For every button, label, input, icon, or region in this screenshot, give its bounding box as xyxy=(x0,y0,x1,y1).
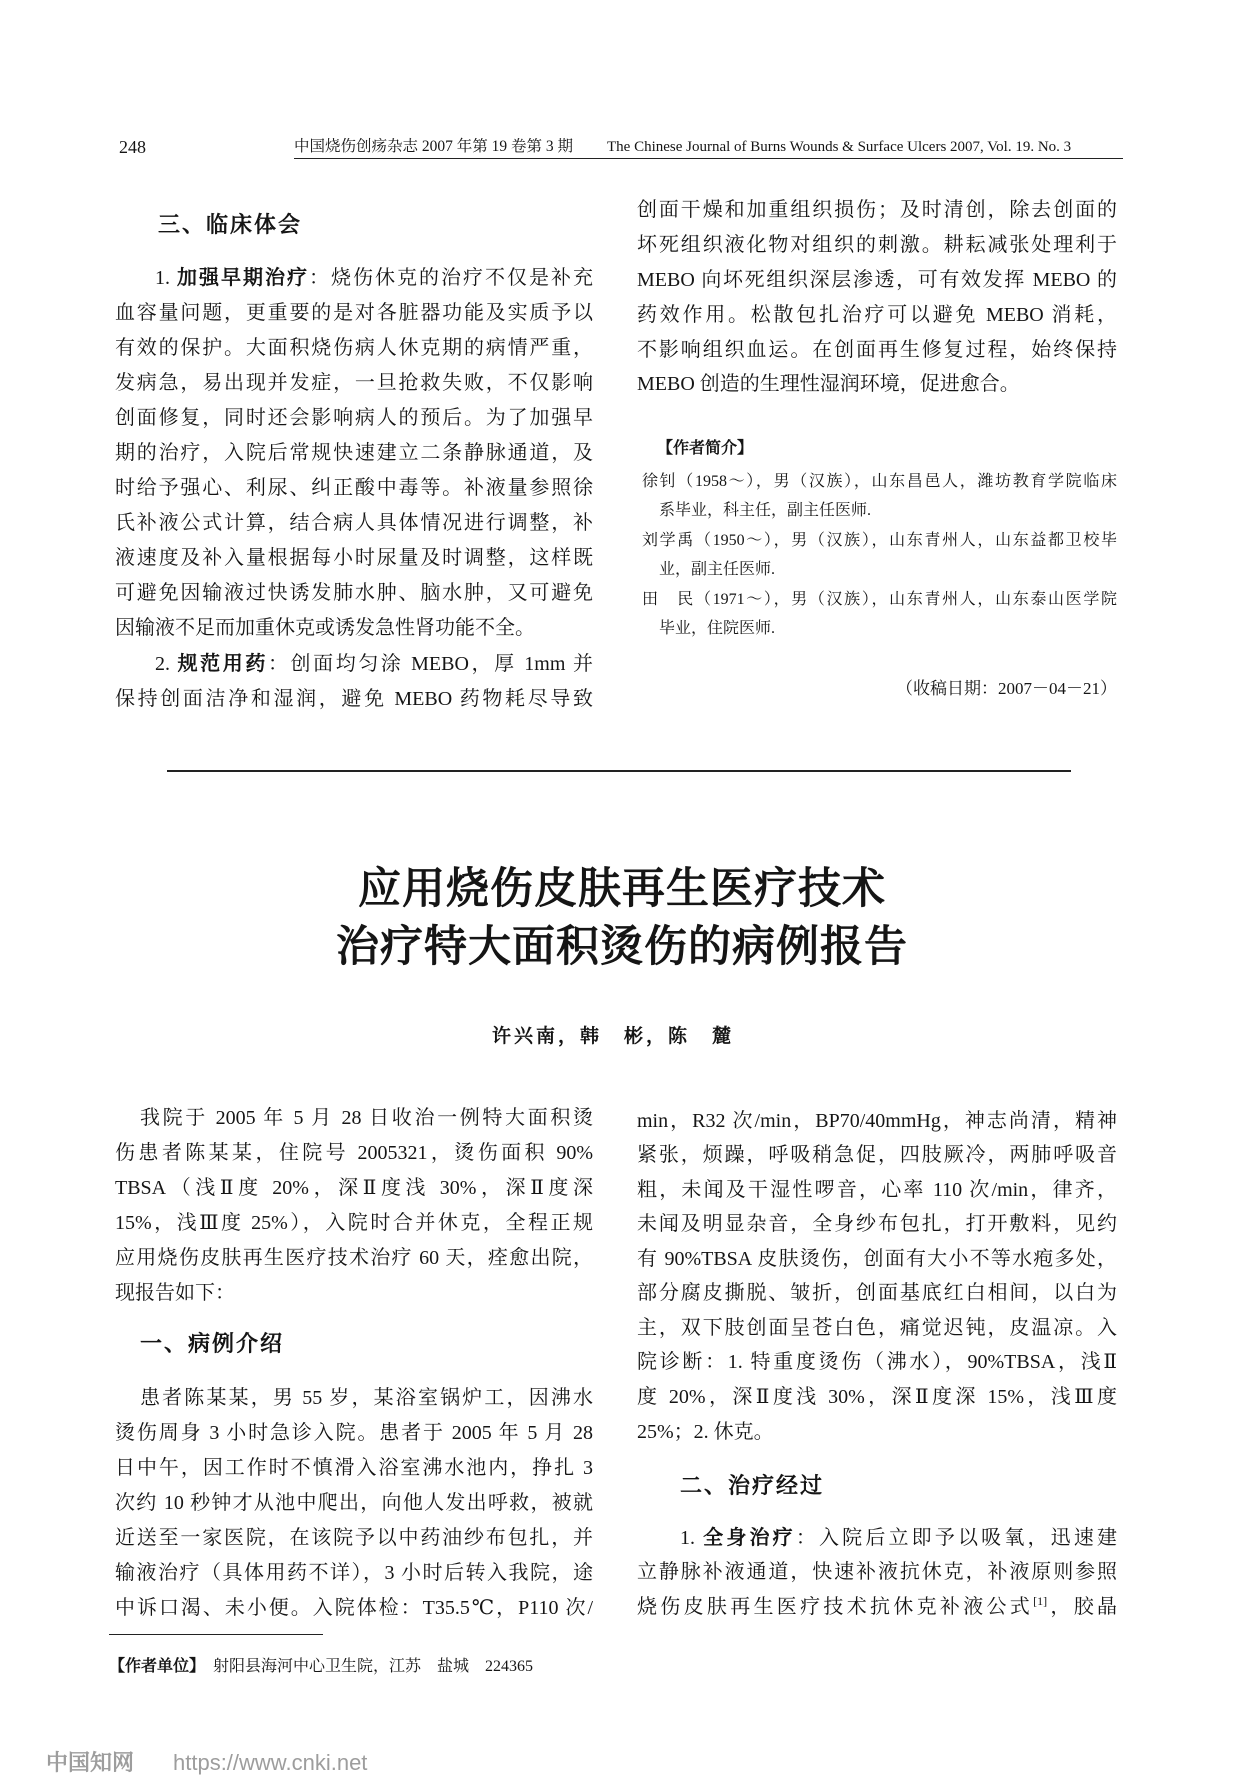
body-text-line: 氏补液公式计算，结合病人具体情况进行调整，补 xyxy=(115,512,593,535)
body-text-line: 保持创面洁净和湿润，避免 MEBO 药物耗尽导致 xyxy=(115,687,593,710)
body-text-line: 患者陈某某，男 55 岁，某浴室锅炉工，因沸水 xyxy=(140,1387,593,1409)
body-text-line: 立静脉补液通道，快速补液抗休克，补液原则参照 xyxy=(637,1561,1117,1584)
body-text-line: 近送至一家医院，在该院予以中药油纱布包扎，并 xyxy=(115,1527,593,1549)
article-authors: 许兴南，韩 彬，陈 麓 xyxy=(492,1026,735,1047)
body-text-line: min，R32 次/min，BP70/40mmHg，神志尚清，精神 xyxy=(637,1109,1117,1132)
case-paragraph-right xyxy=(637,1104,1117,1449)
journal-title-cn: 中国烧伤创疡杂志 2007 年第 19 卷第 3 期 xyxy=(294,138,574,155)
body-text-line: 伤患者陈某某，住院号 2005321，烫伤面积 90% xyxy=(115,1142,593,1164)
item-lead: 全身治疗 xyxy=(703,1526,796,1549)
list-item-line xyxy=(115,261,593,296)
body-text-line: 创面修复，同时还会影响病人的预后。为了加强早 xyxy=(115,406,593,429)
article-title-line-2: 治疗特大面积烫伤的病例报告 xyxy=(336,923,908,971)
body-text-line: 粗，未闻及干湿性啰音，心率 110 次/min，律齐， xyxy=(637,1178,1117,1201)
body-text-line: 创面干燥和加重组织损伤；及时清创，除去创面的 xyxy=(637,199,1117,222)
body-text-segment: 烧伤皮肤再生医疗技术抗休克补液公式 xyxy=(637,1595,1034,1618)
body-text-line: 度 20%，深Ⅱ度浅 30%，深Ⅱ度深 15%，浅Ⅲ度 xyxy=(637,1385,1117,1408)
article-title-line-1: 应用烧伤皮肤再生医疗技术 xyxy=(358,865,886,913)
item-text: ：入院后立即予以吸氧，迅速建 xyxy=(795,1526,1118,1549)
body-text-line: 可避免因输液过快诱发肺水肿、脑水肿，又可避免 xyxy=(115,582,593,605)
list-item-line xyxy=(115,647,593,682)
page-number: 248 xyxy=(119,137,146,157)
body-text-line: 25%；2. 休克。 xyxy=(637,1420,774,1443)
body-text-line: 院诊断：1. 特重度烫伤（沸水），90%TBSA，浅Ⅱ xyxy=(637,1351,1117,1374)
section-heading-case-introduction: 一、病例介绍 xyxy=(140,1331,285,1356)
author-bio-entry-line: 刘学禹（1950～），男（汉族），山东青州人，山东益都卫校毕 xyxy=(642,531,1117,549)
affiliation-label: 【作者单位】 xyxy=(109,1658,198,1675)
body-text-line: 次约 10 秒钟才从池中爬出，向他人发出呼救，被就 xyxy=(115,1492,593,1514)
section-heading-treatment: 二、治疗经过 xyxy=(680,1473,825,1498)
body-text-line: 应用烧伤皮肤再生医疗技术治疗 60 天，痊愈出院， xyxy=(115,1247,593,1269)
prev-article-left-column xyxy=(115,261,593,717)
author-bio xyxy=(642,467,1117,644)
body-text-line: 血容量问题，更重要的是对各脏器功能及实质予以 xyxy=(115,301,593,324)
treatment-paragraph xyxy=(637,1521,1117,1625)
body-text-line: 我院于 2005 年 5 月 28 日收治一例特大面积烫 xyxy=(140,1107,593,1129)
author-bio-entry-line: 系毕业，科主任，副主任医师. xyxy=(659,502,872,520)
article-divider xyxy=(167,770,1071,772)
header-rule xyxy=(294,158,1123,159)
journal-title-en: The Chinese Journal of Burns Wounds & Surface Ulcers 2007, Vol. 19. No. 3 xyxy=(607,139,1072,155)
author-bio-entry-line: 田 民（1971～），男（汉族），山东青州人，山东泰山医学院 xyxy=(642,590,1117,608)
footnote-rule xyxy=(109,1634,323,1635)
author-affiliation xyxy=(109,1655,533,1679)
prev-article-right-column xyxy=(637,193,1117,402)
body-text-line: 期的治疗，入院后常规快速建立二条静脉通道，及 xyxy=(115,441,593,464)
item-number: 1. xyxy=(155,266,177,289)
body-text-line: 坏死组织液化物对组织的刺激。耕耘减张处理利于 xyxy=(637,234,1117,257)
body-text-line: 不影响组织血运。在创面再生修复过程，始终保持 xyxy=(637,338,1117,361)
author-bio-entry-line: 毕业，住院医师. xyxy=(659,620,776,638)
case-paragraph-left xyxy=(115,1381,593,1626)
item-lead: 加强早期治疗 xyxy=(177,266,309,289)
body-text-line: TBSA（浅Ⅱ度 20%，深Ⅱ度浅 30%，深Ⅱ度深 xyxy=(115,1177,593,1199)
item-lead: 规范用药 xyxy=(177,652,268,675)
item-number: 2. xyxy=(155,652,178,675)
body-text-line: 时给予强心、利尿、纠正酸中毒等。补液量参照徐 xyxy=(115,477,593,500)
item-text: ：烧伤休克的治疗不仅是补充 xyxy=(309,266,593,289)
body-text-line: 药效作用。松散包扎治疗可以避免 MEBO 消耗， xyxy=(637,303,1117,326)
body-text-line: 液速度及补入量根据每小时尿量及时调整，这样既 xyxy=(115,547,593,570)
body-text-line: 因输液不足而加重休克或诱发急性肾功能不全。 xyxy=(115,617,535,640)
received-date: （收稿日期：2007－04－21） xyxy=(896,679,1117,698)
body-text-line: 未闻及明显杂音，全身纱布包扎，打开敷料，见约 xyxy=(637,1213,1117,1236)
body-text-line: 现报告如下： xyxy=(115,1282,235,1304)
body-text-line: 日中午，因工作时不慎滑入浴室沸水池内，挣扎 3 xyxy=(115,1457,593,1479)
body-text-line: MEBO 创造的生理性湿润环境，促进愈合。 xyxy=(637,373,1020,396)
body-text-line: 中诉口渴、未小便。入院体检：T35.5℃，P110 次/ xyxy=(115,1597,593,1619)
affiliation-text: 射阳县海河中心卫生院，江苏 盐城 224365 xyxy=(197,1658,534,1675)
cnki-logo: 中国知网 xyxy=(46,1750,135,1775)
list-item-line xyxy=(637,1521,1117,1556)
body-text-line: 发病急，易出现并发症，一旦抢救失败，不仅影响 xyxy=(115,371,593,394)
body-text-line: MEBO 向坏死组织深层渗透，可有效发挥 MEBO 的 xyxy=(637,268,1117,291)
body-text-line: 烫伤周身 3 小时急诊入院。患者于 2005 年 5 月 28 xyxy=(115,1422,593,1444)
author-bio-heading: 【作者简介】 xyxy=(657,440,754,457)
body-text-line: 主，双下肢创面呈苍白色，痛觉迟钝，皮温凉。入 xyxy=(637,1316,1117,1339)
body-text-line: 部分腐皮撕脱、皱折，创面基底红白相间，以白为 xyxy=(637,1282,1117,1305)
body-text-line: 有效的保护。大面积烧伤病人休克期的病情严重， xyxy=(115,336,593,359)
body-text-line: 紧张，烦躁，呼吸稍急促，四肢厥冷，两肺呼吸音 xyxy=(637,1144,1117,1167)
item-number: 1. xyxy=(680,1526,704,1549)
citation-reference[interactable]: [1] xyxy=(1033,1593,1048,1608)
body-text-line: 15%，浅Ⅲ度 25%），入院时合并休克，全程正规 xyxy=(115,1212,593,1234)
body-text-segment: ，胶晶 xyxy=(1047,1595,1118,1618)
body-text-line xyxy=(637,1590,1117,1625)
item-text: ：创面均匀涂 MEBO，厚 1mm 并 xyxy=(267,652,593,675)
body-text-line: 输液治疗（具体用药不详），3 小时后转入我院，途 xyxy=(115,1562,593,1584)
author-bio-entry-line: 徐钊（1958～），男（汉族），山东昌邑人，潍坊教育学院临床 xyxy=(642,472,1117,490)
section-heading-clinical-experience: 三、临床体会 xyxy=(158,212,303,237)
author-bio-entry-line: 业，副主任医师. xyxy=(659,561,776,579)
intro-paragraph xyxy=(115,1101,593,1311)
body-text-line: 有 90%TBSA 皮肤烫伤，创面有大小不等水疱多处， xyxy=(637,1247,1117,1270)
cnki-url[interactable]: https://www.cnki.net xyxy=(173,1750,368,1775)
